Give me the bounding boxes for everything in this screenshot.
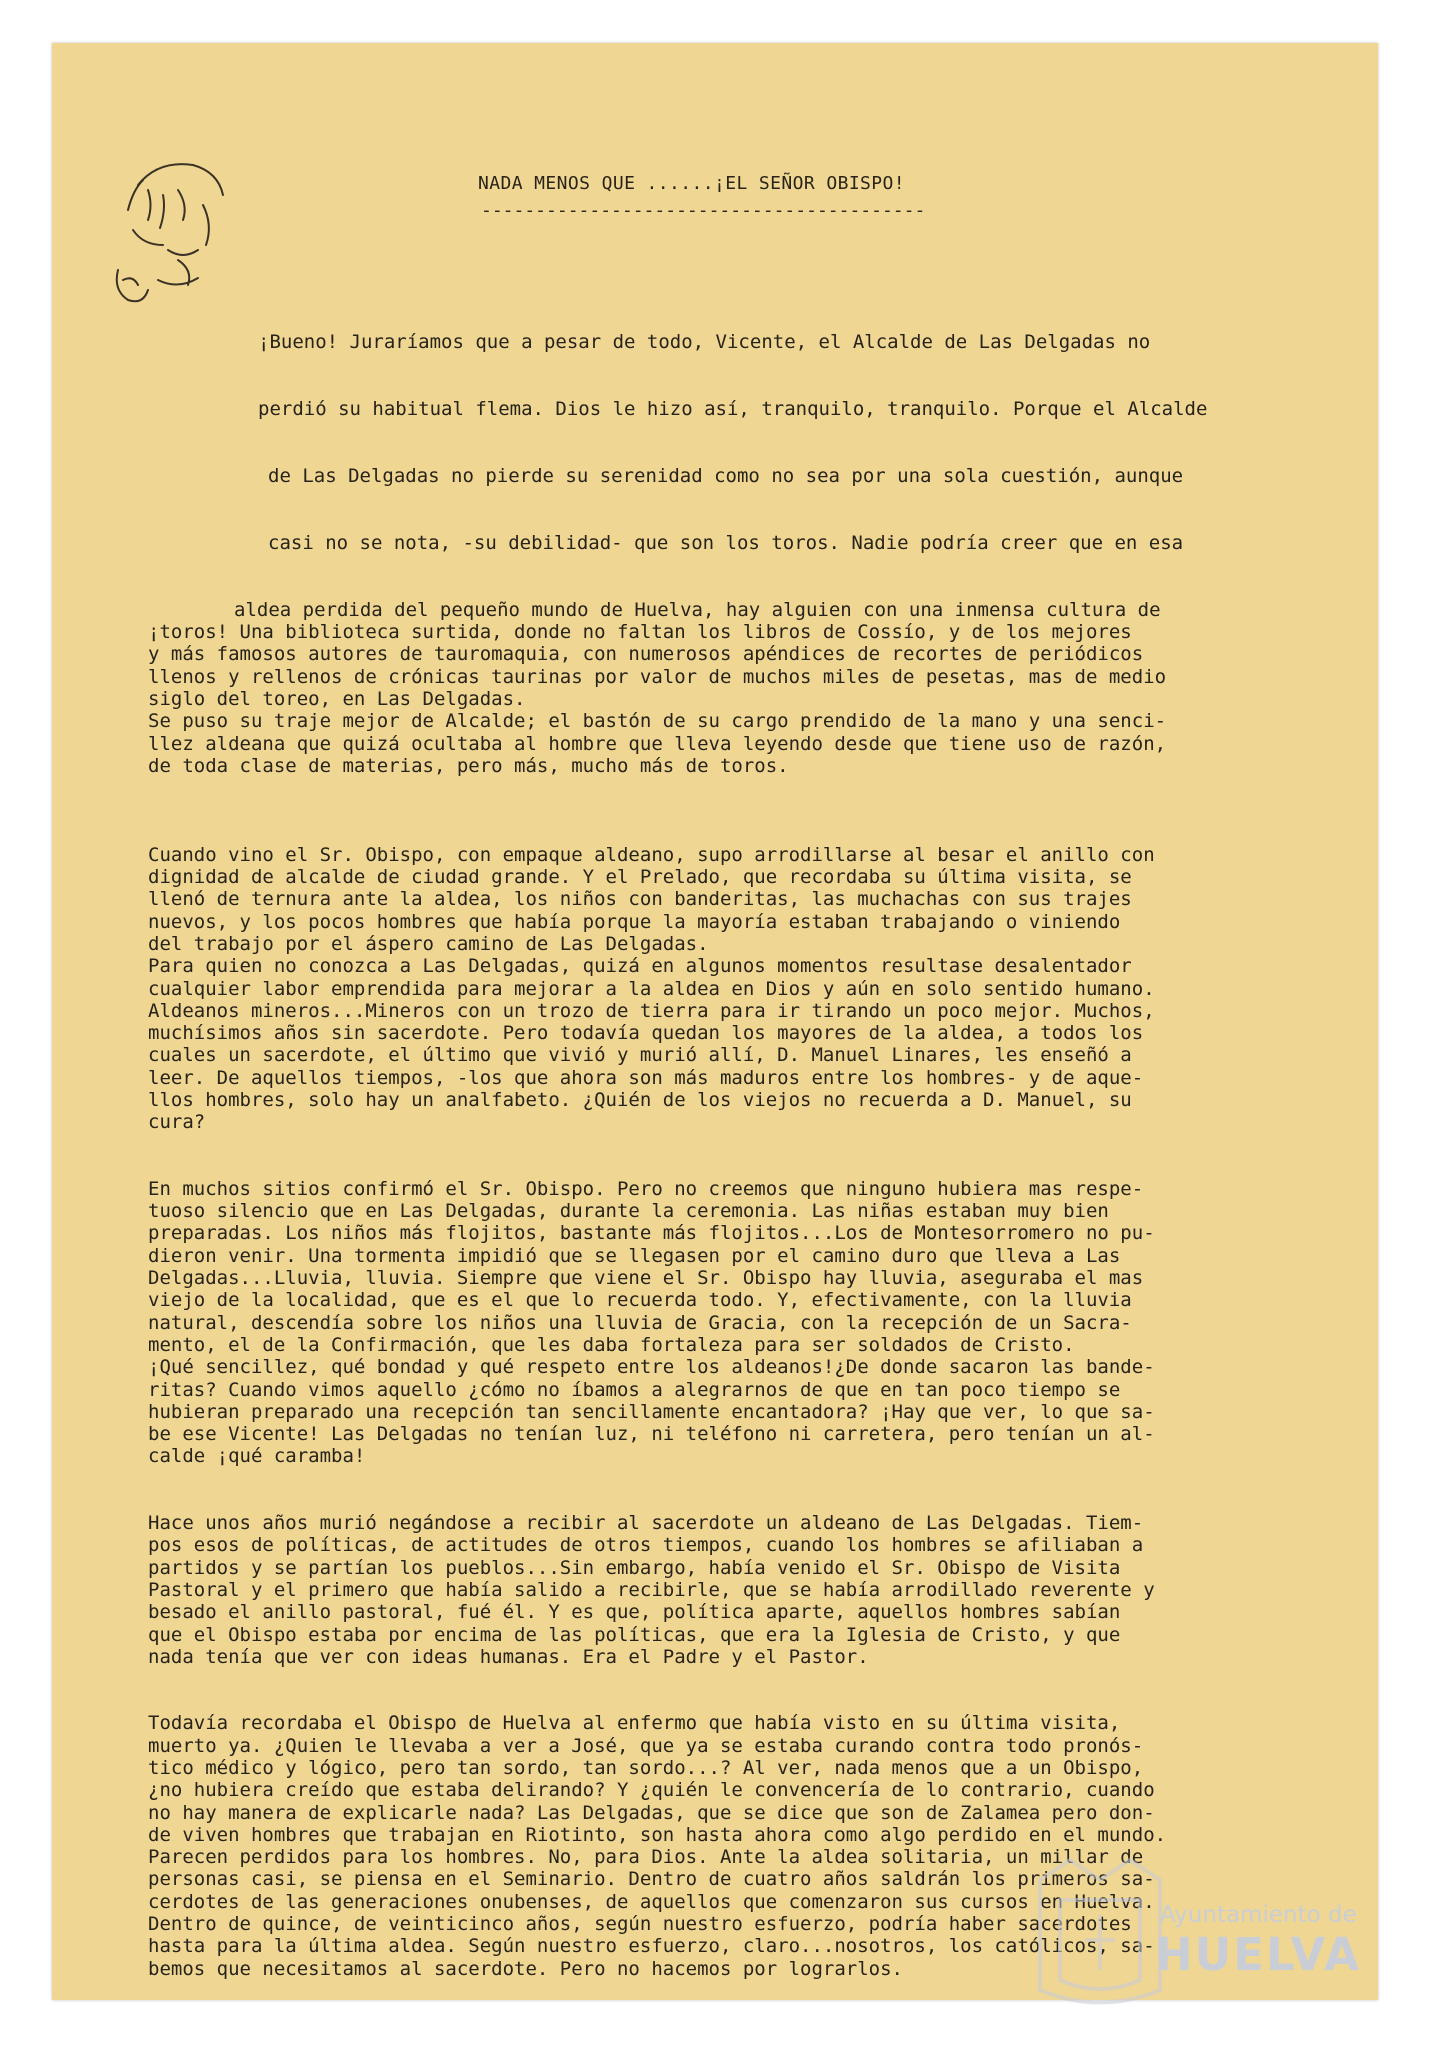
text-line: cura? xyxy=(148,1111,206,1134)
text-line: cuales un sacerdote, el último que vivió y murió allí, D. Manuel Linares, les enseñó a xyxy=(148,1044,1132,1067)
text-line: casi no se nota, -su debilidad- que son los toros. Nadie podría creer que en esa xyxy=(268,531,1184,554)
paragraph-1 xyxy=(148,287,1313,800)
text-line: partidos y se partían los pueblos...Sin embargo, había venido el Sr. Obispo de Visita xyxy=(148,1556,1121,1579)
text-line: llez aldeana que quizá ocultaba al hombre que lleva leyendo desde que tiene uso de razón, xyxy=(148,732,1167,755)
text-line: tuoso silencio que en Las Delgadas, durante la ceremonia. Las niñas estaban muy bien xyxy=(148,1200,1109,1223)
text-line: Pastoral y el primero que había salido a recibirle, que se había arrodillado reverente y xyxy=(148,1578,1155,1601)
text-line: En muchos sitios confirmó el Sr. Obispo. Pero no creemos que ninguno hubiera mas respe- xyxy=(148,1177,1144,1200)
text-line: calde ¡qué caramba! xyxy=(148,1445,366,1468)
text-line: de Las Delgadas no pierde su serenidad como no sea por una sola cuestión, aunque xyxy=(268,464,1184,487)
text-line: viejo de la localidad, que es el que lo recuerda todo. Y, efectivamente, con la lluvia xyxy=(148,1289,1132,1312)
text-line: muchísimos años sin sacerdote. Pero todavía quedan los mayores de la aldea, a todos los xyxy=(148,1022,1144,1045)
text-line: nuevos, y los pocos hombres que había porque la mayoría estaban trabajando o viniendo xyxy=(148,910,1121,933)
text-line: siglo del toreo, en Las Delgadas. xyxy=(148,687,526,710)
text-line: muerto ya. ¿Quien le llevaba a ver a José, que ya se estaba curando contra todo pronós- xyxy=(148,1734,1144,1757)
paragraph-4 xyxy=(148,1512,1313,1668)
text-line: llos hombres, solo hay un analfabeto. ¿Quién de los viejos no recuerda a D. Manuel, su xyxy=(148,1088,1132,1111)
text-line: dignidad de alcalde de ciudad grande. Y el Prelado, que recordaba su última visita, se xyxy=(148,866,1132,889)
text-line: perdió su habitual flema. Dios le hizo así, tranquilo, tranquilo. Porque el Alcalde xyxy=(258,398,1208,421)
text-line: de toda clase de materias, pero más, mucho más de toros. xyxy=(148,754,789,777)
title-underline: ----------------------------------------- xyxy=(481,200,926,221)
text-line: besado el anillo pastoral, fué él. Y es que, política aparte, aquellos hombres sabían xyxy=(148,1601,1121,1624)
text-line: llenos y rellenos de crónicas taurinas por valor de muchos miles de pesetas, mas de medio xyxy=(148,665,1167,688)
text-line: ¡Bueno! Juraríamos que a pesar de todo, Vicente, el Alcalde de Las Delgadas no xyxy=(258,331,1151,354)
text-line: ¿no hubiera creído que estaba delirando? Y ¿quién le convencería de lo contrario, cuando xyxy=(148,1779,1155,1802)
text-line: aldea perdida del pequeño mundo de Huelva, hay alguien con una inmensa cultura de xyxy=(234,598,1161,621)
text-line: ¡Qué sencillez, qué bondad y qué respeto entre los aldeanos!¿De donde sacaron las bande- xyxy=(148,1356,1155,1379)
text-line: mento, el de la Confirmación, que les daba fortaleza para ser soldados de Cristo. xyxy=(148,1333,1075,1356)
document-body xyxy=(148,242,1313,2024)
text-line: preparadas. Los niños más flojitos, bastante más flojitos...Los de Montesorromero no pu- xyxy=(148,1222,1155,1245)
document-title: NADA MENOS QUE ......¡EL SEÑOR OBISPO! xyxy=(478,173,906,194)
text-line: Para quien no conozca a Las Delgadas, quizá en algunos momentos resultase desalentador xyxy=(148,955,1132,978)
watermark-line2: HUELVA xyxy=(1155,1928,1362,1981)
text-line: tico médico y lógico, pero tan sordo, tan sordo...? Al ver, nada menos que a un Obispo, xyxy=(148,1757,1144,1779)
text-line: hubieran preparado una recepción tan sencillamente encantadora? ¡Hay que ver, lo que sa- xyxy=(148,1400,1155,1423)
text-line: y más famosos autores de tauromaquia, con numerosos apéndices de recortes de periódicos xyxy=(148,643,1144,666)
text-line: pos esos de políticas, de actitudes de otros tiempos, cuando los hombres se afiliaban a xyxy=(148,1534,1144,1557)
watermark-line1: Ayuntamiento de xyxy=(1160,1902,1357,1928)
text-line: de viven hombres que trabajan en Riotinto, son hasta ahora como algo perdido en el mundo. xyxy=(148,1823,1167,1846)
text-line: Aldeanos mineros...Mineros con un trozo de tierra para ir tirando un poco mejor. Muchos, xyxy=(148,999,1155,1022)
text-line: nada tenía que ver con ideas humanas. Era el Padre y el Pastor. xyxy=(148,1645,869,1668)
text-line: Cuando vino el Sr. Obispo, con empaque aldeano, supo arrodillarse al besar el anillo con xyxy=(148,843,1155,866)
text-line: del trabajo por el áspero camino de Las Delgadas. xyxy=(148,932,709,955)
text-line: Delgadas...Lluvia, lluvia. Siempre que viene el Sr. Obispo hay lluvia, aseguraba el mas xyxy=(148,1267,1144,1290)
text-line: ritas? Cuando vimos aquello ¿cómo no íbamos a alegrarnos de que en tan poco tiempo se xyxy=(148,1378,1121,1401)
text-line: hasta para la última aldea. Según nuestro esfuerzo, claro...nosotros, los católicos, sa- xyxy=(148,1935,1155,1958)
text-line: cualquier labor emprendida para mejorar a la aldea en Dios y aún en solo sentido humano. xyxy=(148,977,1155,1000)
text-line: leer. De aquellos tiempos, -los que ahora son más maduros entre los hombres- y de aque- xyxy=(148,1066,1144,1089)
text-line: que el Obispo estaba por encima de las políticas, que era la Iglesia de Cristo, y que xyxy=(148,1623,1121,1646)
text-line: bemos que necesitamos al sacerdote. Pero no hacemos por lograrlos. xyxy=(148,1957,903,1980)
paragraph-2 xyxy=(148,844,1313,1134)
text-line: personas casi, se piensa en el Seminario. Dentro de cuatro años saldrán los primeros sa- xyxy=(148,1868,1155,1891)
text-line: Hace unos años murió negándose a recibir al sacerdote un aldeano de Las Delgadas. Tiem- xyxy=(148,1512,1144,1535)
paragraph-3 xyxy=(148,1178,1313,1468)
text-line: llenó de ternura ante la aldea, los niños con banderitas, las muchachas con sus trajes xyxy=(148,888,1132,911)
text-line: no hay manera de explicarle nada? Las Delgadas, que se dice que son de Zalamea pero don- xyxy=(148,1801,1155,1824)
text-line: cerdotes de las generaciones onubenses, de aquellos que comenzaron sus cursos en Huelva. xyxy=(148,1890,1155,1913)
text-line: Todavía recordaba el Obispo de Huelva al enfermo que había visto en su última visita, xyxy=(148,1712,1121,1735)
text-line: Dentro de quince, de veinticinco años, según nuestro esfuerzo, podría haber sacerdotes xyxy=(148,1913,1132,1936)
text-line: Se puso su traje mejor de Alcalde; el bastón de su cargo prendido de la mano y una senci- xyxy=(148,710,1167,733)
text-line: be ese Vicente! Las Delgadas no tenían luz, ni teléfono ni carretera, pero tenían un al- xyxy=(148,1423,1155,1446)
text-line: ¡toros! Una biblioteca surtida, donde no faltan los libros de Cossío, y de los mejores xyxy=(148,621,1132,644)
text-line: Parecen perdidos para los hombres. No, para Dios. Ante la aldea solitaria, un millar de xyxy=(148,1846,1144,1869)
text-line: dieron venir. Una tormenta impidió que se llegasen por el camino duro que lleva a Las xyxy=(148,1244,1121,1267)
text-line: natural, descendía sobre los niños una lluvia de Gracia, con la recepción de un Sacra- xyxy=(148,1311,1132,1334)
